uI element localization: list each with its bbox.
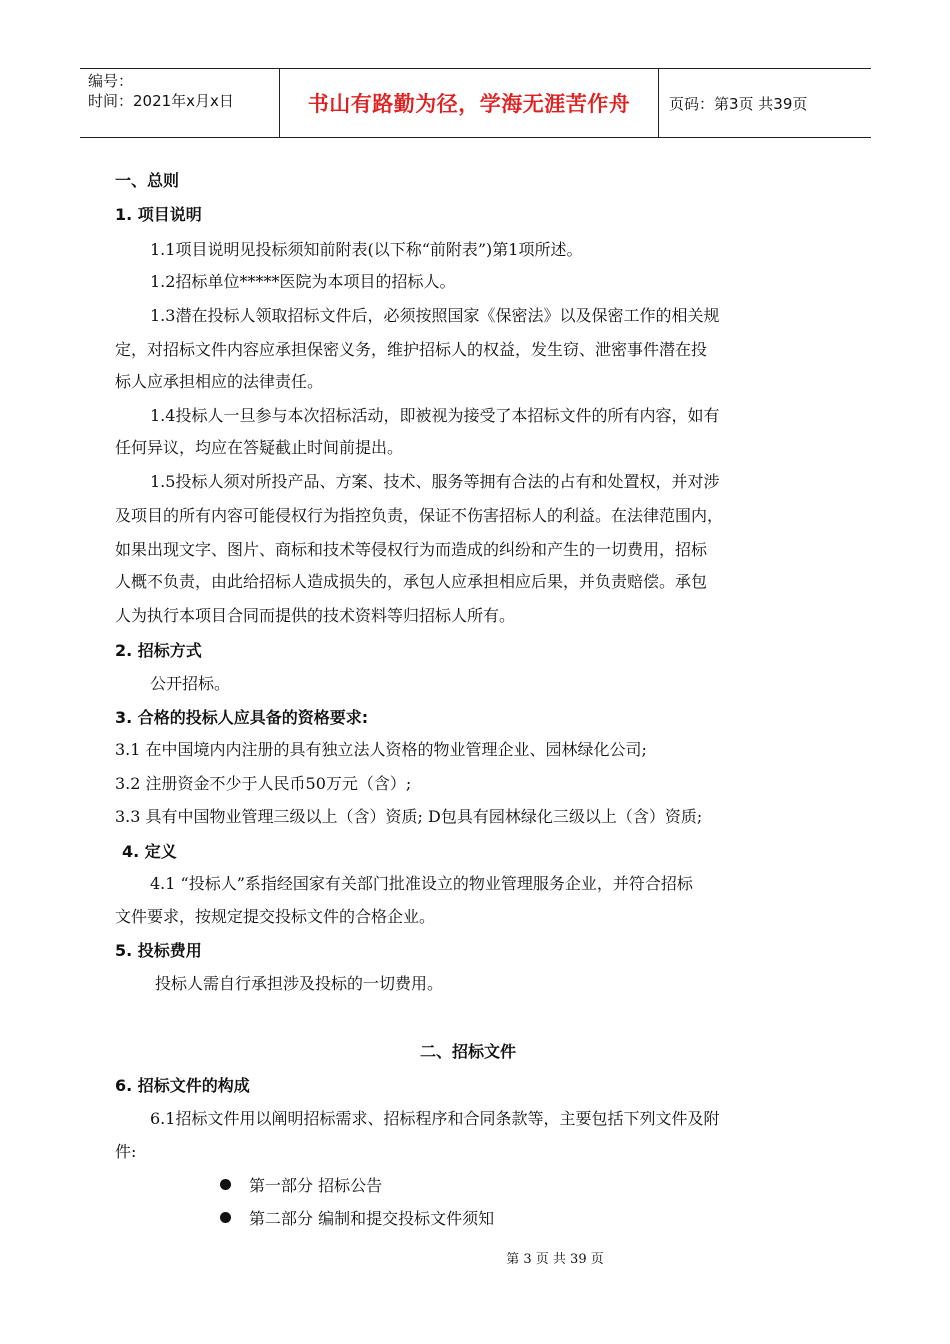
section-heading: 一、总则 (115, 171, 180, 190)
list-item (220, 1208, 494, 1230)
subsection-heading: 4. 定义 (122, 842, 177, 861)
paragraph-line: 1.3潜在投标人领取招标文件后，必须按照国家《保密法》以及保密工作的相关规 (150, 306, 720, 325)
page-footer: 第 3 页 共 39 页 (506, 1252, 604, 1267)
paragraph-line: 投标人需自行承担涉及投标的一切费用。 (155, 974, 444, 993)
paragraph-line: 任何异议，均应在答疑截止时间前提出。 (115, 438, 404, 457)
paragraph-line: 定，对招标文件内容应承担保密义务，维护招标人的权益，发生窃、泄密事件潜在投 (115, 340, 708, 359)
paragraph-line: 1.5投标人须对所投产品、方案、技术、服务等拥有合法的占有和处置权，并对涉 (150, 472, 720, 491)
header-meta (80, 69, 280, 137)
number-label: 编号： (88, 72, 134, 90)
list-line: 3.2 注册资金不少于人民币50万元（含）; (115, 774, 412, 793)
paragraph-line: 及项目的所有内容可能侵权行为指控负责，保证不伤害招标人的利益。在法律范围内， (115, 506, 724, 525)
list-item-label: 第一部分 招标公告 (249, 1176, 383, 1195)
subsection-heading: 3. 合格的投标人应具备的资格要求: (115, 708, 369, 727)
list-item (220, 1175, 382, 1197)
paragraph-line: 6.1招标文件用以阐明招标需求、招标程序和合同条款等，主要包括下列文件及附 (150, 1109, 720, 1128)
paragraph-line: 人概不负责，由此给招标人造成损失的，承包人应承担相应后果，并负责赔偿。承包 (115, 572, 708, 591)
time-label: 时间：2021年x月x日 (88, 92, 234, 110)
bullet-icon (220, 1212, 231, 1223)
bullet-icon (220, 1179, 231, 1190)
list-line: 3.1 在中国境内内注册的具有独立法人资格的物业管理企业、园林绿化公司; (115, 740, 647, 759)
paragraph-line: 文件要求，按规定提交投标文件的合格企业。 (115, 907, 436, 926)
paragraph-line: 1.1项目说明见投标须知前附表(以下称“前附表”)第1项所述。 (150, 240, 583, 259)
paragraph-line: 4.1 “投标人”系指经国家有关部门批准设立的物业管理服务企业，并符合招标 (150, 874, 693, 893)
paragraph-line: 1.4投标人一旦参与本次招标活动，即被视为接受了本招标文件的所有内容，如有 (150, 406, 720, 425)
list-line: 3.3 具有中国物业管理三级以上（含）资质; D包具有园林绿化三级以上（含）资质; (115, 807, 703, 826)
subsection-heading: 6. 招标文件的构成 (115, 1076, 250, 1095)
header-motto: 书山有路勤为径，学海无涯苦作舟 (280, 69, 659, 137)
chapter-heading: 二、招标文件 (420, 1042, 517, 1061)
paragraph-line: 标人应承担相应的法律责任。 (115, 372, 324, 391)
subsection-heading: 2. 招标方式 (115, 641, 202, 660)
paragraph-line: 公开招标。 (150, 674, 231, 693)
paragraph-line: 件: (115, 1142, 137, 1161)
subsection-heading: 1. 项目说明 (115, 205, 202, 224)
paragraph-line: 1.2招标单位*****医院为本项目的招标人。 (150, 272, 456, 291)
paragraph-line: 人为执行本项目合同而提供的技术资料等归招标人所有。 (115, 606, 516, 625)
subsection-heading: 5. 投标费用 (115, 941, 202, 960)
header-page-label: 页码：第3页 共39页 (669, 94, 808, 113)
list-item-label: 第二部分 编制和提交投标文件须知 (249, 1209, 495, 1228)
page-header (80, 68, 871, 138)
paragraph-line: 如果出现文字、图片、商标和技术等侵权行为而造成的纠纷和产生的一切费用，招标 (115, 540, 708, 559)
